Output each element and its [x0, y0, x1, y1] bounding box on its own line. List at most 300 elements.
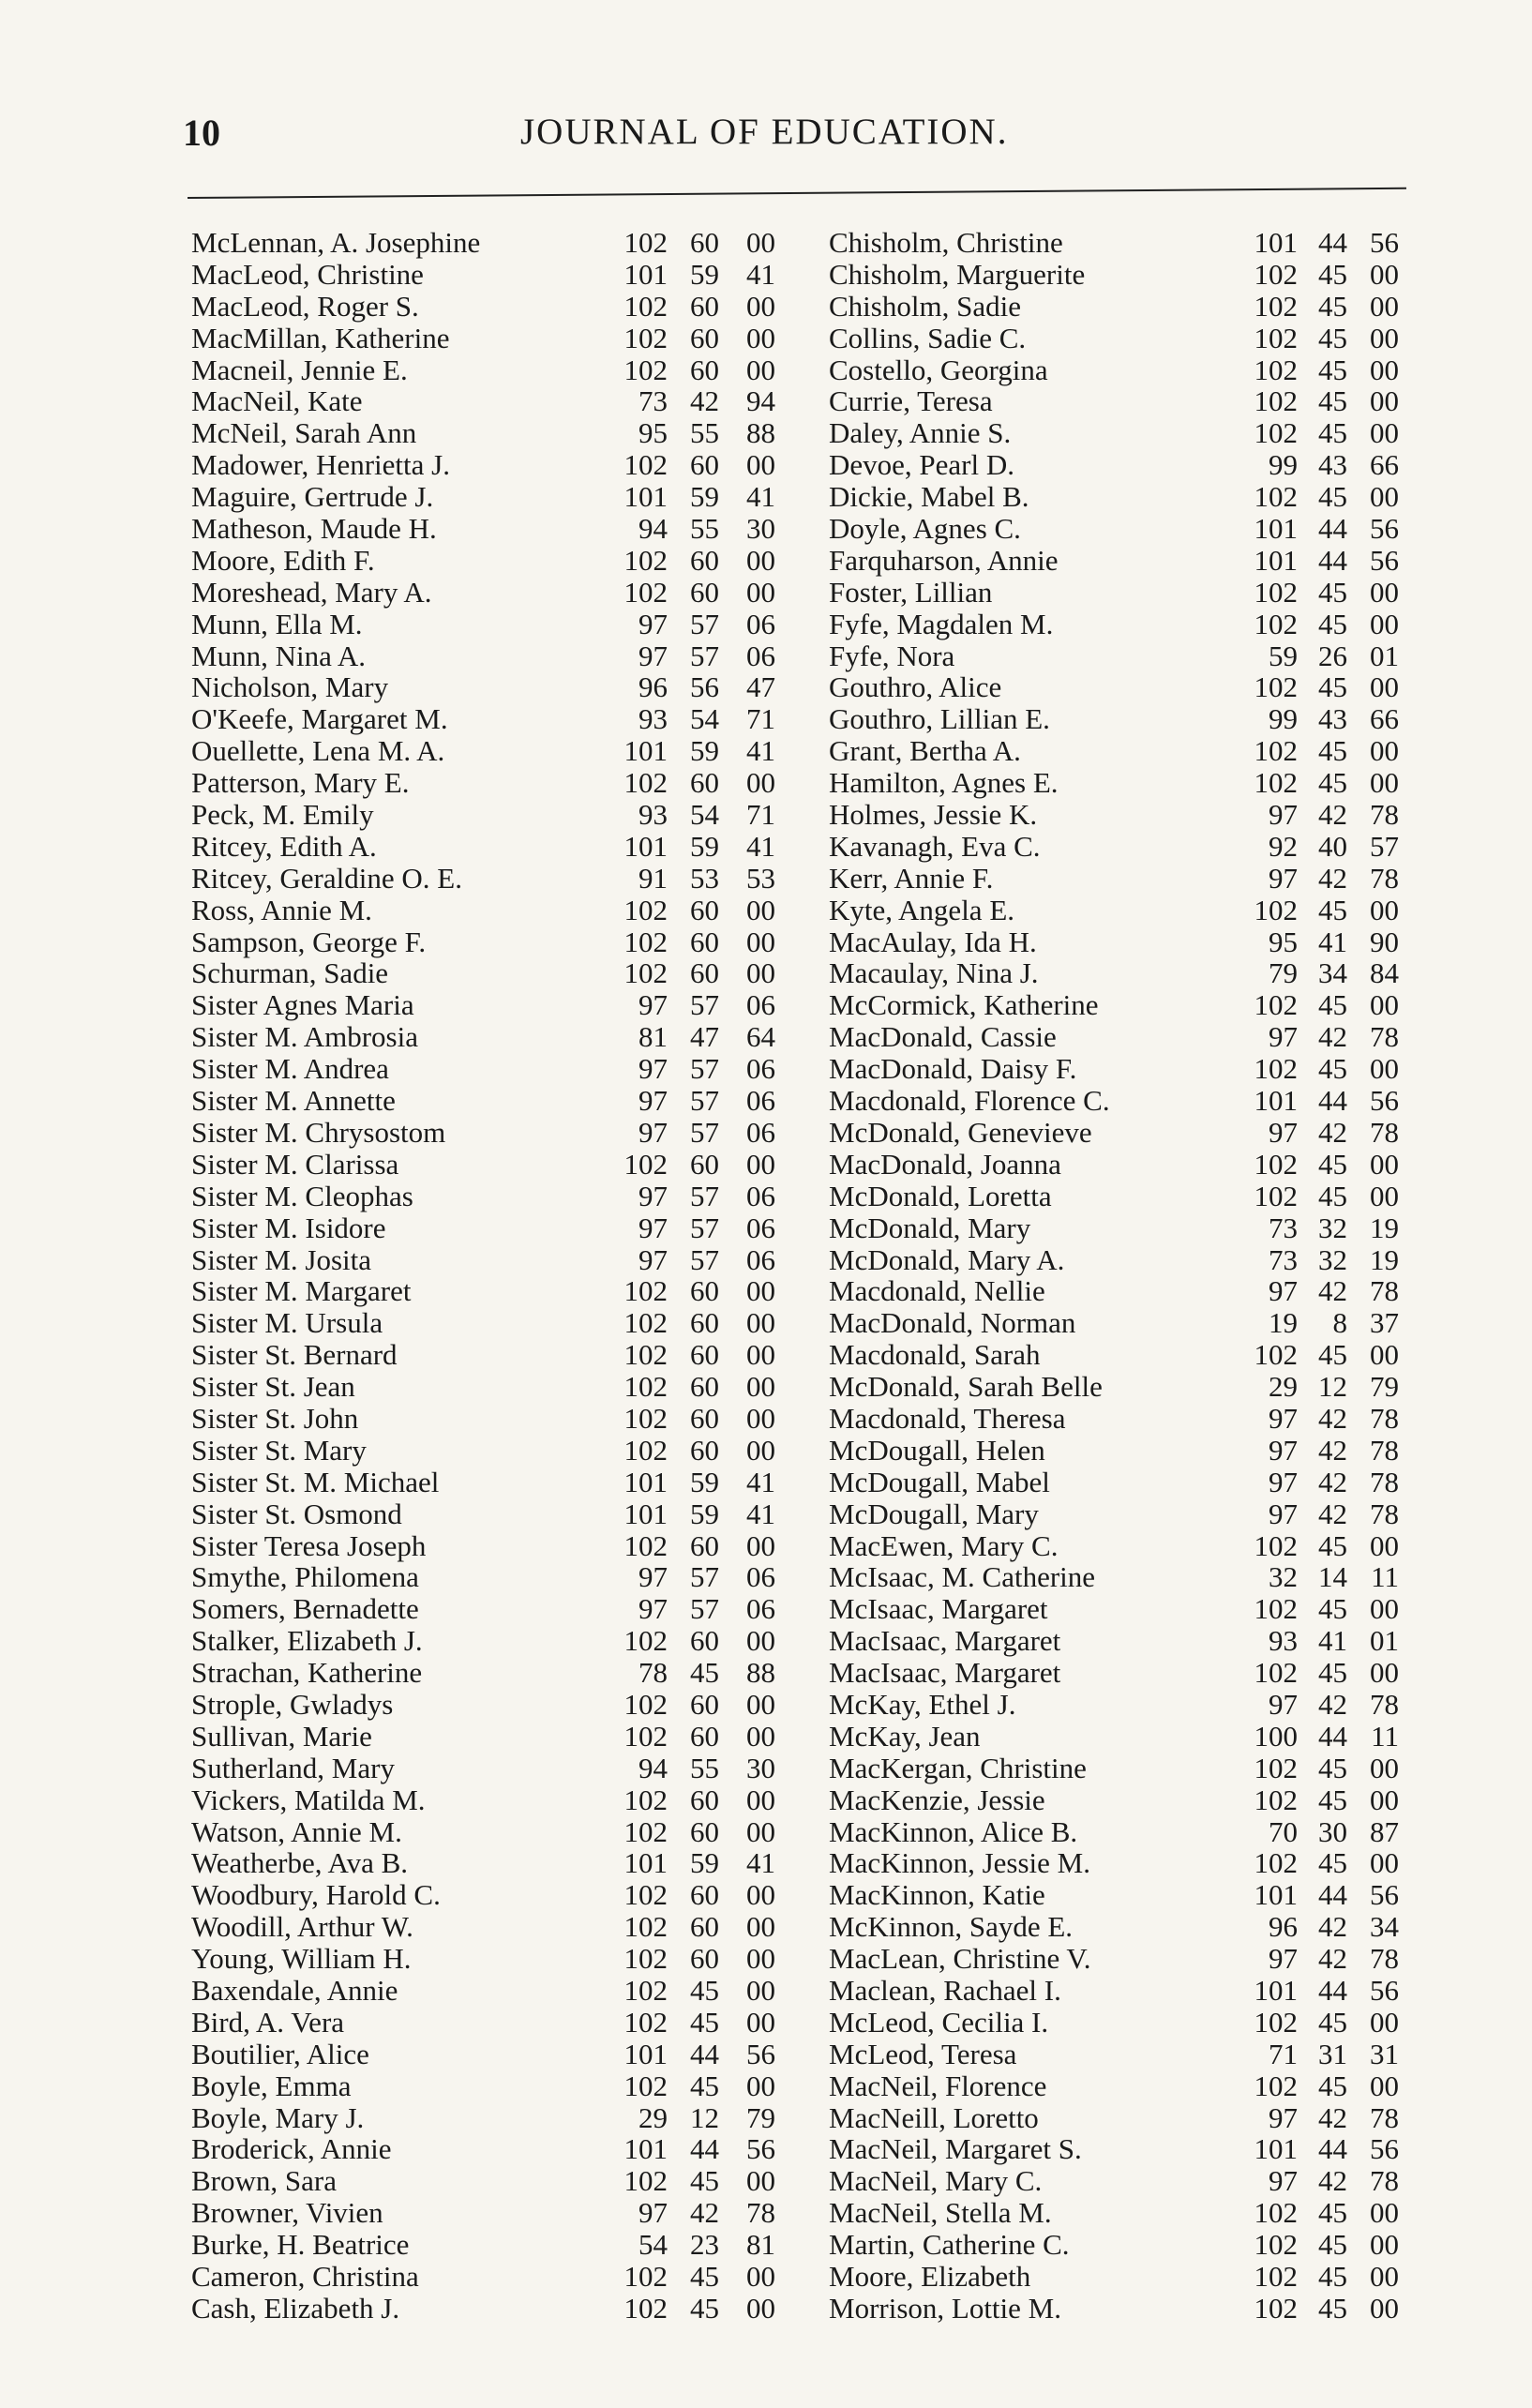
entry-value-2: 57 — [690, 1084, 719, 1118]
entry-name: McLeod, Cecilia I. — [829, 2005, 1049, 2039]
entry-value-2: 55 — [690, 512, 719, 546]
list-item — [191, 1657, 801, 1689]
entry-name: McNeil, Sarah Ann — [191, 416, 417, 450]
list-item — [191, 1975, 801, 2007]
list-item — [829, 1053, 1485, 1085]
entry-value-2: 60 — [690, 321, 719, 354]
entry-value-2: 45 — [1318, 1528, 1347, 1562]
entry-value-2: 45 — [690, 2164, 719, 2198]
entry-name: MacKinnon, Jessie M. — [829, 1846, 1090, 1880]
entry-value-1: 102 — [1254, 893, 1298, 926]
entry-value-2: 45 — [1318, 384, 1347, 418]
entry-value-1: 93 — [1269, 1624, 1298, 1658]
entry-value-3: 00 — [746, 321, 775, 354]
entry-value-2: 42 — [1318, 861, 1347, 895]
entry-value-1: 102 — [623, 893, 668, 926]
entry-name: Sister M. Chrysostom — [191, 1115, 446, 1149]
entry-value-2: 59 — [690, 1846, 719, 1880]
entry-value-3: 57 — [1370, 829, 1399, 863]
entry-name: MacKinnon, Alice B. — [829, 1814, 1078, 1848]
entry-value-3: 00 — [1370, 2291, 1399, 2325]
entry-value-1: 102 — [1254, 607, 1298, 640]
list-item — [191, 1753, 801, 1784]
entry-value-2: 59 — [690, 257, 719, 291]
entry-value-1: 71 — [1269, 2037, 1298, 2070]
entry-name: Chisholm, Marguerite — [829, 257, 1086, 291]
entry-value-2: 57 — [690, 988, 719, 1022]
entry-value-3: 64 — [746, 1020, 775, 1054]
entry-value-1: 102 — [623, 1687, 668, 1721]
entry-value-3: 81 — [746, 2228, 775, 2262]
entry-value-1: 73 — [638, 384, 668, 418]
list-item — [191, 385, 801, 417]
entry-value-2: 45 — [1318, 480, 1347, 514]
entry-name: Nicholson, Mary — [191, 670, 389, 704]
list-item — [191, 671, 801, 703]
entry-name: Patterson, Mary E. — [191, 766, 410, 800]
list-item — [829, 1657, 1485, 1689]
list-item — [829, 323, 1485, 354]
entry-name: Maclean, Rachael I. — [829, 1973, 1061, 2007]
entry-value-1: 102 — [623, 321, 668, 354]
entry-value-3: 31 — [1370, 2037, 1399, 2070]
entry-value-1: 97 — [1269, 1433, 1298, 1467]
entry-value-2: 41 — [1318, 925, 1347, 958]
entry-value-2: 45 — [1318, 257, 1347, 291]
entry-value-1: 102 — [1254, 1338, 1298, 1372]
list-item — [829, 1307, 1485, 1339]
entry-value-1: 94 — [638, 512, 668, 546]
entry-value-2: 60 — [690, 1401, 719, 1435]
list-item — [829, 1561, 1485, 1593]
entry-value-2: 57 — [690, 1560, 719, 1594]
entry-value-3: 90 — [1370, 925, 1399, 958]
entry-value-2: 42 — [1318, 1687, 1347, 1721]
entry-value-2: 57 — [690, 1179, 719, 1212]
entry-value-1: 101 — [623, 257, 668, 291]
entry-value-3: 00 — [746, 543, 775, 577]
entry-value-1: 102 — [623, 1401, 668, 1435]
entry-value-1: 32 — [1269, 1560, 1298, 1594]
entry-value-3: 06 — [746, 1084, 775, 1118]
entry-value-1: 101 — [623, 2132, 668, 2166]
entry-name: Moore, Elizabeth — [829, 2260, 1031, 2293]
entry-value-3: 00 — [1370, 1846, 1399, 1880]
list-item — [191, 417, 801, 449]
entry-name: MacLean, Christine V. — [829, 1942, 1091, 1976]
entry-value-2: 57 — [690, 1052, 719, 1086]
list-item — [829, 1212, 1485, 1244]
entry-value-1: 102 — [1254, 766, 1298, 800]
list-item — [829, 1975, 1485, 2007]
entry-value-1: 97 — [1269, 2164, 1298, 2198]
page-number: 10 — [183, 112, 220, 154]
entry-value-2: 45 — [1318, 1592, 1347, 1626]
entry-value-1: 97 — [1269, 1401, 1298, 1435]
entry-value-1: 102 — [623, 575, 668, 609]
entry-name: McDougall, Mabel — [829, 1465, 1050, 1498]
entry-name: Chisholm, Sadie — [829, 289, 1021, 323]
entry-value-3: 00 — [746, 353, 775, 386]
entry-value-3: 00 — [746, 448, 775, 482]
list-item — [829, 1816, 1485, 1848]
entry-value-3: 78 — [1370, 1942, 1399, 1976]
entry-value-1: 101 — [1254, 512, 1298, 546]
entry-name: Moore, Edith F. — [191, 543, 375, 577]
list-item — [829, 1625, 1485, 1657]
entry-value-1: 97 — [638, 1592, 668, 1626]
entry-value-3: 30 — [746, 512, 775, 546]
entry-name: Sister M. Annette — [191, 1084, 396, 1118]
entry-value-2: 44 — [1318, 512, 1347, 546]
entry-name: MacDonald, Norman — [829, 1306, 1076, 1340]
entry-name: MacKergan, Christine — [829, 1751, 1087, 1784]
entry-name: MacNeil, Stella M. — [829, 2196, 1052, 2230]
entry-value-2: 45 — [1318, 2005, 1347, 2039]
entry-name: MacNeil, Florence — [829, 2069, 1047, 2102]
entry-value-1: 102 — [1254, 1846, 1298, 1880]
list-item — [829, 1943, 1485, 1975]
entry-value-1: 97 — [638, 1211, 668, 1244]
list-item — [829, 1879, 1485, 1911]
entry-value-1: 79 — [1269, 956, 1298, 990]
entry-value-2: 60 — [690, 543, 719, 577]
entry-value-1: 97 — [1269, 1942, 1298, 1976]
entry-value-2: 42 — [1318, 1115, 1347, 1149]
list-item — [829, 609, 1485, 640]
entry-value-2: 60 — [690, 353, 719, 386]
entry-value-2: 45 — [1318, 416, 1347, 450]
entry-name: MacNeil, Kate — [191, 384, 363, 418]
entry-value-2: 59 — [690, 829, 719, 863]
entry-value-3: 00 — [746, 2164, 775, 2198]
entry-value-1: 102 — [1254, 734, 1298, 768]
list-item — [191, 1435, 801, 1467]
list-item — [829, 989, 1485, 1021]
list-item — [191, 1784, 801, 1816]
entry-value-1: 102 — [1254, 1751, 1298, 1784]
entry-value-1: 102 — [623, 1274, 668, 1308]
entry-value-3: 11 — [1371, 1560, 1399, 1594]
entry-value-3: 00 — [1370, 893, 1399, 926]
entry-value-1: 101 — [1254, 2132, 1298, 2166]
list-item — [829, 1498, 1485, 1530]
entry-value-3: 56 — [1370, 1973, 1399, 2007]
entry-name: Costello, Georgina — [829, 353, 1048, 386]
right-column — [829, 227, 1485, 2325]
entry-value-3: 00 — [1370, 670, 1399, 704]
entry-value-1: 102 — [623, 1528, 668, 1562]
entry-value-2: 45 — [690, 2005, 719, 2039]
entry-value-1: 97 — [638, 1115, 668, 1149]
entry-name: Burke, H. Beatrice — [191, 2228, 410, 2262]
entry-value-2: 45 — [1318, 321, 1347, 354]
entry-name: McKay, Jean — [829, 1719, 981, 1753]
entry-value-2: 53 — [690, 861, 719, 895]
entry-value-2: 44 — [1318, 1878, 1347, 1912]
entry-name: Cameron, Christina — [191, 2260, 419, 2293]
entry-value-1: 73 — [1269, 1242, 1298, 1276]
entry-value-2: 60 — [690, 1878, 719, 1912]
entry-value-2: 60 — [690, 226, 719, 259]
entry-value-3: 78 — [1370, 1497, 1399, 1530]
list-item — [829, 385, 1485, 417]
entry-value-3: 87 — [1370, 1814, 1399, 1848]
entry-name: MacEwen, Mary C. — [829, 1528, 1059, 1562]
list-item — [829, 2293, 1485, 2325]
entry-value-3: 78 — [1370, 1401, 1399, 1435]
entry-value-1: 102 — [623, 1433, 668, 1467]
entry-value-2: 42 — [1318, 1274, 1347, 1308]
list-item — [191, 1561, 801, 1593]
entry-value-1: 102 — [623, 2291, 668, 2325]
entry-value-1: 93 — [638, 798, 668, 832]
entry-value-2: 45 — [1318, 2228, 1347, 2262]
entry-value-1: 102 — [623, 956, 668, 990]
entry-value-3: 56 — [1370, 512, 1399, 546]
entry-value-2: 45 — [1318, 1179, 1347, 1212]
list-item — [191, 2007, 801, 2039]
entry-value-2: 60 — [690, 1942, 719, 1976]
list-item — [829, 1244, 1485, 1276]
list-item — [829, 640, 1485, 672]
entry-value-2: 45 — [1318, 575, 1347, 609]
entry-value-3: 66 — [1370, 448, 1399, 482]
list-item — [829, 1275, 1485, 1307]
list-item — [191, 1467, 801, 1498]
entry-value-3: 00 — [1370, 2005, 1399, 2039]
list-item — [829, 291, 1485, 323]
entry-value-1: 54 — [638, 2228, 668, 2262]
entry-value-2: 44 — [690, 2132, 719, 2166]
entry-value-3: 00 — [746, 1624, 775, 1658]
list-item — [191, 1593, 801, 1625]
entry-value-3: 56 — [1370, 543, 1399, 577]
entry-name: Kyte, Angela E. — [829, 893, 1015, 926]
entry-value-3: 78 — [1370, 1465, 1399, 1498]
entry-value-3: 00 — [1370, 1179, 1399, 1212]
entry-value-1: 102 — [1254, 416, 1298, 450]
entry-name: MacLeod, Christine — [191, 257, 424, 291]
entry-value-1: 96 — [1269, 1910, 1298, 1944]
entry-value-2: 43 — [1318, 448, 1347, 482]
entry-value-1: 102 — [1254, 988, 1298, 1022]
list-item — [829, 1435, 1485, 1467]
entry-value-2: 59 — [690, 734, 719, 768]
entry-name: Schurman, Sadie — [191, 956, 389, 990]
entry-name: MacIsaac, Margaret — [829, 1656, 1061, 1690]
list-item — [191, 1244, 801, 1276]
entry-value-2: 60 — [690, 1274, 719, 1308]
entry-value-2: 60 — [690, 1814, 719, 1848]
entry-value-2: 60 — [690, 575, 719, 609]
left-column — [191, 227, 801, 2325]
entry-name: McLennan, A. Josephine — [191, 226, 481, 259]
list-item — [191, 513, 801, 545]
entry-value-2: 8 — [1332, 1306, 1347, 1340]
entry-name: Sister M. Josita — [191, 1242, 372, 1276]
entry-value-2: 60 — [690, 1338, 719, 1372]
list-item — [191, 354, 801, 386]
list-item — [829, 2102, 1485, 2134]
entry-value-2: 45 — [1318, 670, 1347, 704]
entry-value-1: 102 — [623, 2164, 668, 2198]
entry-value-3: 00 — [1370, 384, 1399, 418]
list-item — [829, 513, 1485, 545]
list-item — [191, 957, 801, 989]
entry-value-1: 97 — [1269, 1274, 1298, 1308]
list-item — [829, 799, 1485, 831]
entry-value-2: 45 — [1318, 1751, 1347, 1784]
entry-value-3: 00 — [1370, 2069, 1399, 2102]
entry-value-1: 97 — [638, 1179, 668, 1212]
entry-value-1: 97 — [638, 1084, 668, 1118]
entry-value-3: 00 — [746, 1306, 775, 1340]
entry-value-1: 97 — [1269, 1465, 1298, 1498]
entry-value-1: 102 — [1254, 384, 1298, 418]
entry-value-2: 57 — [690, 1211, 719, 1244]
entry-value-2: 60 — [690, 1147, 719, 1181]
list-item — [829, 703, 1485, 735]
entry-value-1: 102 — [1254, 353, 1298, 386]
entry-value-3: 78 — [1370, 1274, 1399, 1308]
list-item — [191, 1847, 801, 1879]
entry-value-2: 45 — [1318, 2260, 1347, 2293]
entry-name: Sister M. Isidore — [191, 1211, 386, 1244]
entry-value-1: 95 — [1269, 925, 1298, 958]
entry-value-2: 60 — [690, 1433, 719, 1467]
list-item — [191, 1816, 801, 1848]
entry-name: Madower, Henrietta J. — [191, 448, 450, 482]
entry-value-2: 42 — [1318, 1497, 1347, 1530]
entry-value-2: 60 — [690, 1306, 719, 1340]
entry-name: Macdonald, Sarah — [829, 1338, 1041, 1372]
entry-value-2: 45 — [1318, 2291, 1347, 2325]
entry-value-3: 11 — [1371, 1719, 1399, 1753]
entry-value-1: 102 — [623, 448, 668, 482]
entry-value-1: 102 — [1254, 2291, 1298, 2325]
entry-value-1: 102 — [623, 1370, 668, 1404]
entry-value-1: 101 — [1254, 1878, 1298, 1912]
entry-name: Kerr, Annie F. — [829, 861, 994, 895]
entry-value-2: 60 — [690, 448, 719, 482]
entry-name: Morrison, Lottie M. — [829, 2291, 1061, 2325]
list-item — [191, 703, 801, 735]
entry-value-3: 00 — [746, 893, 775, 926]
entry-value-3: 41 — [746, 1497, 775, 1530]
entry-value-2: 44 — [1318, 2132, 1347, 2166]
entry-name: Somers, Bernadette — [191, 1592, 419, 1626]
entry-name: Farquharson, Annie — [829, 543, 1059, 577]
entry-value-3: 41 — [746, 1846, 775, 1880]
entry-value-3: 47 — [746, 670, 775, 704]
entry-name: Foster, Lillian — [829, 575, 993, 609]
entry-value-1: 102 — [623, 1624, 668, 1658]
entry-value-3: 00 — [746, 2069, 775, 2102]
list-item — [191, 799, 801, 831]
entry-name: Vickers, Matilda M. — [191, 1783, 426, 1816]
list-item — [191, 2133, 801, 2165]
list-item — [829, 831, 1485, 863]
entry-name: MacNeil, Margaret S. — [829, 2132, 1082, 2166]
list-item — [191, 1212, 801, 1244]
list-item — [829, 2165, 1485, 2197]
entry-value-2: 55 — [690, 416, 719, 450]
entry-value-3: 00 — [1370, 257, 1399, 291]
list-item — [829, 926, 1485, 958]
list-item — [191, 1181, 801, 1212]
entry-name: Strople, Gwladys — [191, 1687, 394, 1721]
entry-value-3: 56 — [746, 2037, 775, 2070]
entry-name: McCormick, Katherine — [829, 988, 1099, 1022]
entry-value-3: 00 — [1370, 1052, 1399, 1086]
entry-name: Broderick, Annie — [191, 2132, 392, 2166]
entry-name: Ross, Annie M. — [191, 893, 372, 926]
entry-name: McIsaac, M. Catherine — [829, 1560, 1096, 1594]
entry-value-2: 45 — [1318, 2069, 1347, 2102]
entry-value-3: 34 — [1370, 1910, 1399, 1944]
entry-name: MacNeil, Mary C. — [829, 2164, 1043, 2198]
list-item — [191, 1275, 801, 1307]
entry-value-2: 42 — [1318, 1942, 1347, 1976]
entry-value-1: 102 — [623, 1783, 668, 1816]
entry-name: O'Keefe, Margaret M. — [191, 702, 448, 736]
entry-value-3: 19 — [1370, 1242, 1399, 1276]
entry-value-3: 06 — [746, 1052, 775, 1086]
entry-value-1: 102 — [623, 1942, 668, 1976]
entry-value-2: 59 — [690, 1465, 719, 1498]
entry-name: Collins, Sadie C. — [829, 321, 1027, 354]
entry-value-1: 92 — [1269, 829, 1298, 863]
entry-value-3: 06 — [746, 607, 775, 640]
entry-value-3: 06 — [746, 1242, 775, 1276]
entry-value-3: 78 — [1370, 2164, 1399, 2198]
list-item — [191, 767, 801, 799]
entry-name: Macdonald, Nellie — [829, 1274, 1045, 1308]
entry-value-3: 00 — [1370, 575, 1399, 609]
entry-value-1: 102 — [623, 1338, 668, 1372]
entry-value-2: 60 — [690, 1370, 719, 1404]
entry-name: Macdonald, Theresa — [829, 1401, 1066, 1435]
entry-name: McDougall, Helen — [829, 1433, 1045, 1467]
entry-value-2: 42 — [1318, 1465, 1347, 1498]
entry-value-3: 01 — [1370, 639, 1399, 672]
entry-name: Devoe, Pearl D. — [829, 448, 1014, 482]
list-item — [191, 1339, 801, 1371]
entry-name: McDonald, Loretta — [829, 1179, 1052, 1212]
entry-value-3: 00 — [746, 1719, 775, 1753]
list-item — [829, 957, 1485, 989]
list-item — [191, 1530, 801, 1562]
list-item — [191, 1149, 801, 1181]
entry-value-2: 60 — [690, 925, 719, 958]
entry-value-3: 00 — [1370, 1592, 1399, 1626]
list-item — [191, 1498, 801, 1530]
entry-value-2: 54 — [690, 702, 719, 736]
entry-value-3: 71 — [746, 798, 775, 832]
entry-value-3: 01 — [1370, 1624, 1399, 1658]
entry-value-2: 47 — [690, 1020, 719, 1054]
entry-value-2: 42 — [1318, 1433, 1347, 1467]
entry-value-2: 12 — [1318, 1370, 1347, 1404]
list-item — [191, 449, 801, 481]
entry-value-1: 99 — [1269, 702, 1298, 736]
entry-name: McKinnon, Sayde E. — [829, 1910, 1074, 1944]
entry-value-2: 55 — [690, 1751, 719, 1784]
list-item — [191, 2039, 801, 2070]
list-item — [829, 1847, 1485, 1879]
entry-name: MacDonald, Daisy F. — [829, 1052, 1077, 1086]
